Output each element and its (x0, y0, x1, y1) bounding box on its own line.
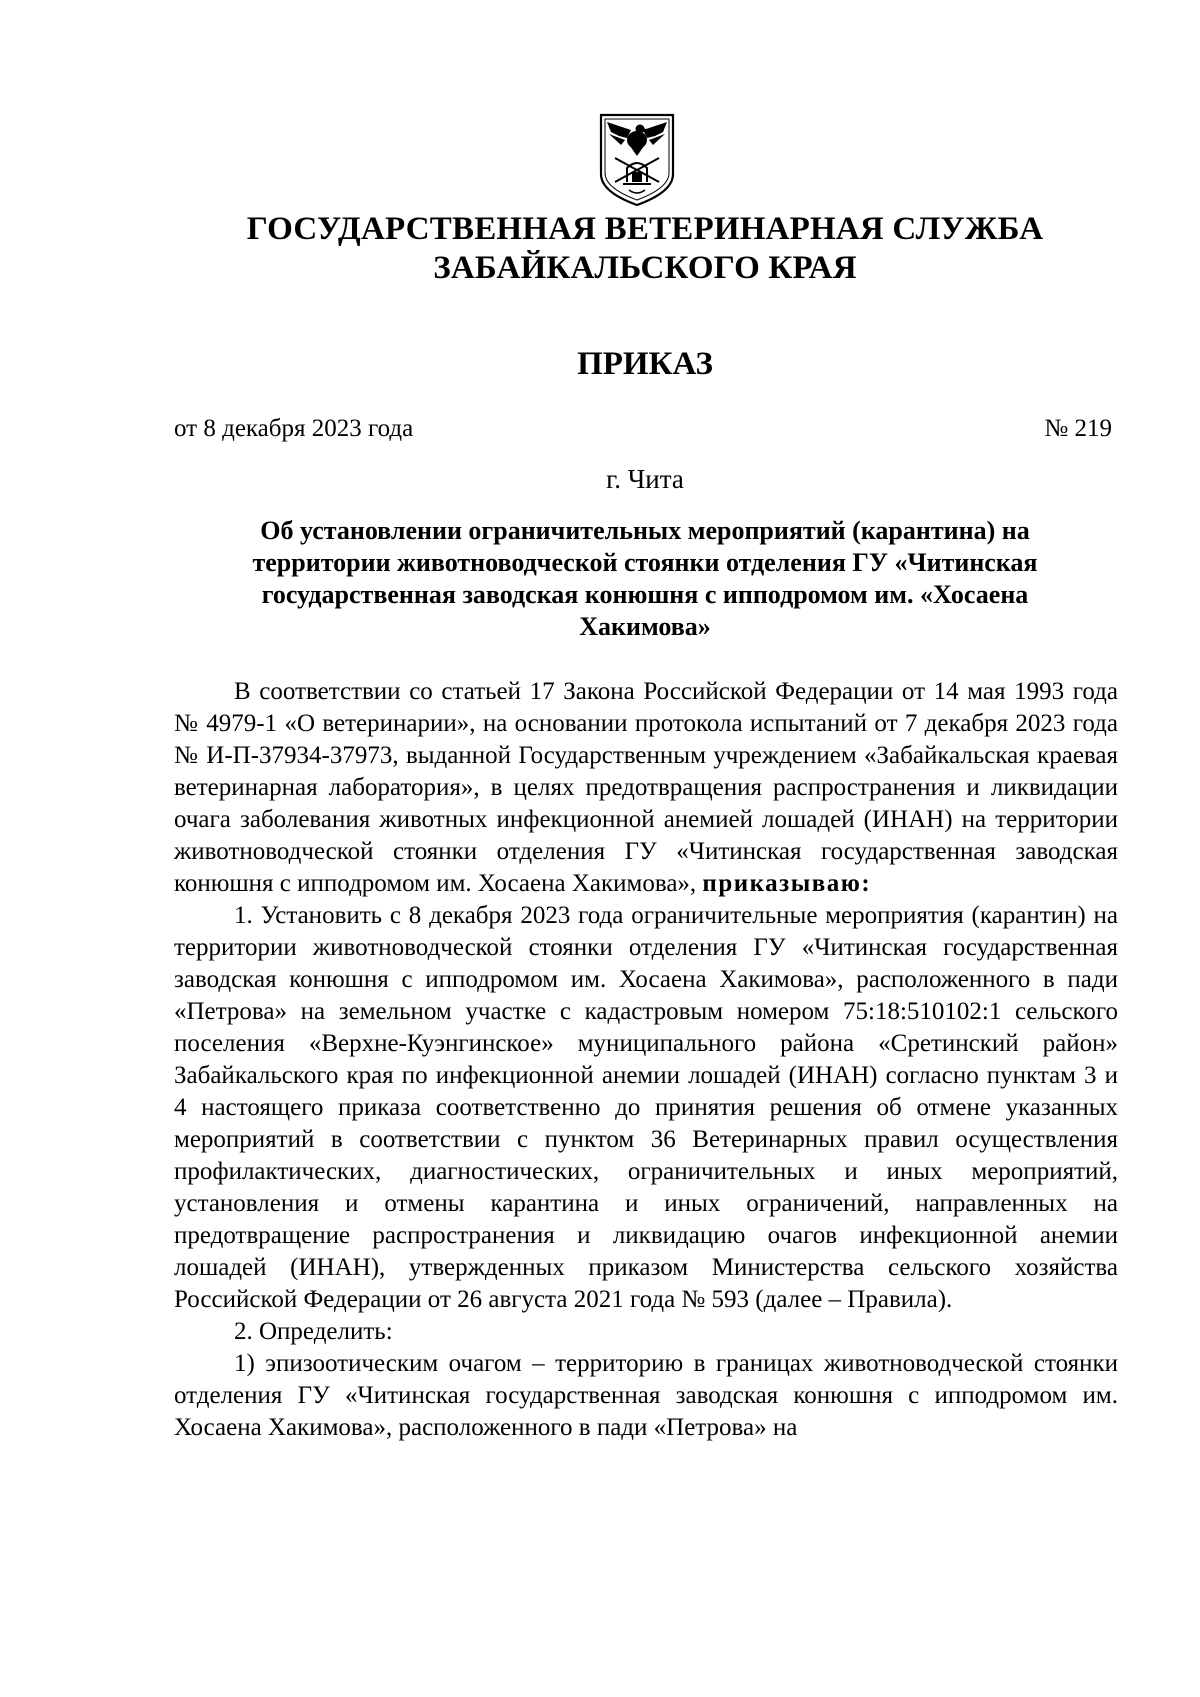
body-paragraph-2: 2. Определить: (234, 1318, 393, 1345)
document-body (174, 676, 1118, 1444)
organization-name-line-1: ГОСУДАРСТВЕННАЯ ВЕТЕРИНАРНАЯ СЛУЖБА (246, 211, 1044, 247)
order-word: приказываю: (702, 870, 872, 897)
body-paragraph-3: 1) эпизоотическим очагом – территорию в границах животноводческой стоянки отделения ГУ «Читинская государственная заводская конюшня с ипподромом им. Хосаена Хакимова», расположенного в пади «Петрова» на (174, 1350, 1118, 1441)
document-date: от 8 декабря 2023 года (174, 415, 414, 442)
eagle-shield-icon (597, 112, 677, 208)
document-number: № 219 (1044, 415, 1112, 442)
document-type-title: ПРИКАЗ (577, 346, 713, 382)
preamble-paragraph (174, 676, 1118, 900)
document-subject: Об установлении ограничительных мероприятий (карантина) на территории животноводческой стоянки отделения ГУ «Читинская государственная заводская конюшня с ипподромом им. «Хосаена Хакимова» (252, 516, 1038, 641)
coat-of-arms-emblem (597, 112, 677, 208)
organization-name-line-2: ЗАБАЙКАЛЬСКОГО КРАЯ (433, 250, 857, 286)
preamble-text: В соответствии со статьей 17 Закона Российской Федерации от 14 мая 1993 года № 4979-1 «О ветеринарии», на основании протокола испытаний от 7 декабря 2023 года № И-П-37934-37973, выданной Государственным учреждением «Забайкальская краевая ветеринарная лаборатория», в целях предотвращения распространения и ликвидации очага заболевания животных инфекционной анемией лошадей (ИНАН) на территории животноводческой стоянки отделения ГУ «Читинская государственная заводская конюшня с ипподромом им. Хосаена Хакимова», (174, 678, 1118, 897)
organization-name (170, 210, 1120, 288)
body-paragraph-1: 1. Установить с 8 декабря 2023 года ограничительные мероприятия (карантин) на территории животноводческой стоянки отделения ГУ «Читинская государственная заводская конюшня с ипподромом им. Хосаена Хакимова», расположенного в пади «Петрова» на земельном участке с кадастровым номером 75:18:510102:1 сельского поселения «Верхне-Куэнгинское» муниципального района «Сретинский район» Забайкальского края по инфекционной анемии лошадей (ИНАН) согласно пунктам 3 и 4 настоящего приказа соответственно до принятия решения об отмене указанных мероприятий в соответствии с пунктом 36 Ветеринарных правил осуществления профилактических, диагностических, ограничительных и иных мероприятий, установления и отмены карантина и иных ограничений, направленных на предотвращение распространения и ликвидацию очагов инфекционной анемии лошадей (ИНАН), утвержденных приказом Министерства сельского хозяйства Российской Федерации от 26 августа 2021 года № 593 (далее – Правила). (174, 902, 1118, 1313)
document-city: г. Чита (606, 464, 684, 494)
